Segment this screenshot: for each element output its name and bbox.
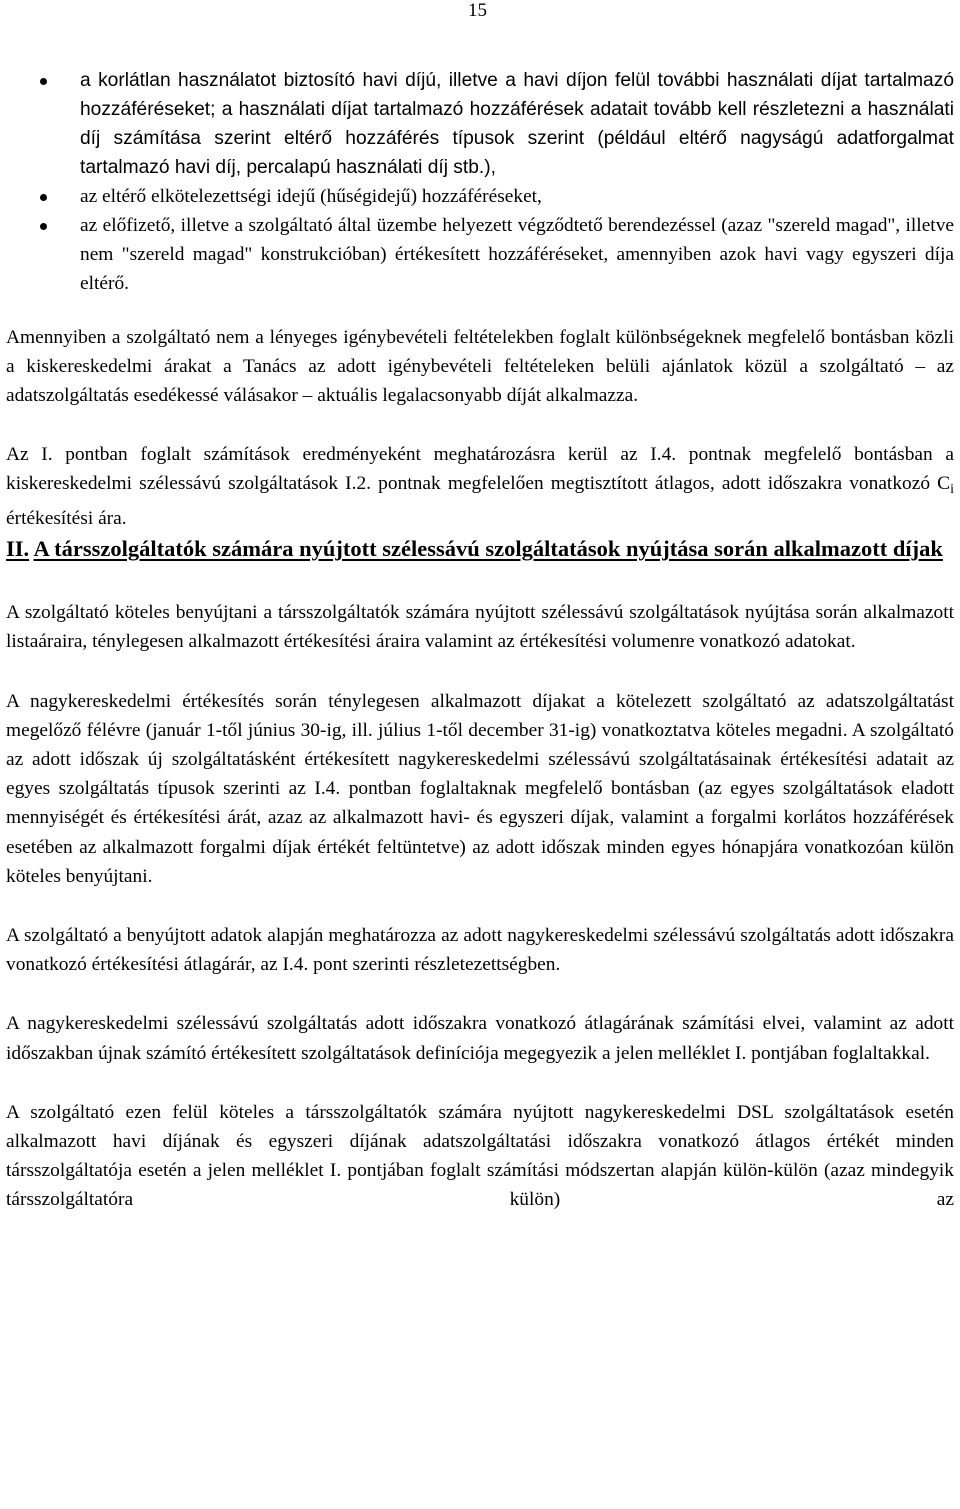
bullet-list <box>6 66 954 298</box>
paragraph-calculation-principles: A nagykereskedelmi szélessávú szolgáltatás adott időszakra vonatkozó átlagárának számítási elvei, valamint az adott időszakban újnak számító értékesített szolgáltatások definíciója megegyezik a jelen melléklet I. pontjában foglaltakkal. <box>6 1013 954 1064</box>
list-item <box>6 182 954 211</box>
document-body <box>6 66 954 1215</box>
list-item-text: az előfizető, illetve a szolgáltató által üzembe helyezett végződtető berendezéssel (azaz "szereld magad", illetve nem "szereld magad" konstrukcióban) értékesített hozzáféréseket, amennyiben azok havi vagy egyszeri díja eltérő. <box>80 215 954 294</box>
list-item-text: a korlátlan használatot biztosító havi díjú, illetve a havi díjon felül további használati díjat tartalmazó hozzáféréseket; a használati díjat tartalmazó hozzáférések adatait tovább kell részletezni a használati díj számítása szerint eltérő hozzáférés típusok szerint (például eltérő nagyságú adatforgalmat tartalmazó havi díj, percalapú használati díj stb.), <box>80 70 954 178</box>
paragraph-average-price: A szolgáltató a benyújtott adatok alapján meghatározza az adott nagykereskedelmi szélessávú szolgáltatás adott időszakra vonatkozó értékesítési átlagárár, az I.4. pont szerinti részletezettségben. <box>6 925 954 976</box>
paragraph-wholesale-sales: A nagykereskedelmi értékesítés során ténylegesen alkalmazott díjakat a kötelezett szolgáltató az adatszolgáltatást megelőző félévre (január 1-től június 30-ig, ill. július 1-től december 31-ig) vonatkoztatva köteles megadni. A szolgáltató az adott időszak új szolgáltatásként értékesített nagykereskedelmi szélessávú szolgáltatásainak értékesítési adatait az egyes szolgáltatás típusok szerinti az I.4. pontban foglaltaknak megfelelő bontásban (az egyes szolgáltatások eladott mennyiségét és értékesítési árát, azaz az alkalmazott havi- és egyszeri díjak, valamint a forgalmi korlátos hozzáférések esetében az alkalmazott forgalmi díjak értékét feltüntetve) az adott időszak minden egyes hónapjára vonatkozóan külön köteles benyújtani. <box>6 690 954 887</box>
paragraph-calculation-result <box>6 440 954 534</box>
subscript-index: i <box>950 481 954 497</box>
list-item-text: az eltérő elkötelezettségi idejű (hűségidejű) hozzáféréseket, <box>80 186 542 207</box>
paragraph-dsl-obligation: A szolgáltató ezen felül köteles a társszolgáltatók számára nyújtott nagykereskedelmi DSL szolgáltatások esetén alkalmazott havi díjának és egyszeri díjának adatszolgáltatási időszakra vonatkozó átlagos értékét minden társszolgáltatója esetén a jelen melléklet I. pontjában foglalt számítási módszertan alapján külön-külön (azaz mindegyik társszolgáltatóra külön) az <box>6 1101 954 1211</box>
section-title: A társszolgáltatók számára nyújtott szélessávú szolgáltatások nyújtása során alkalmazott díjak <box>33 536 943 562</box>
bullet-icon <box>40 78 47 85</box>
list-item <box>6 66 954 182</box>
bullet-icon <box>40 223 47 230</box>
section-numeral: II. <box>6 536 30 562</box>
section-heading <box>6 533 954 564</box>
paragraph-text: értékesítési ára. <box>6 508 127 530</box>
list-item <box>6 211 954 298</box>
page-number: 15 <box>468 0 487 21</box>
bullet-icon <box>40 194 47 201</box>
paragraph-text: Az I. pontban foglalt számítások eredményeként meghatározásra kerül az I.4. pontnak megfelelő bontásban a kiskereskedelmi szélessávú szolgáltatások I.2. pontnak megfelelően megtisztított átlagos, adott időszakra vonatkozó C <box>6 443 954 494</box>
paragraph-submission-obligation: A szolgáltató köteles benyújtani a társszolgáltatók számára nyújtott szélessávú szolgáltatások nyújtása során alkalmazott listaáraira, ténylegesen alkalmazott értékesítési áraira valamint az értékesítési volumenre vonatkozó adatokat. <box>6 602 954 653</box>
paragraph-default-price: Amennyiben a szolgáltató nem a lényeges igénybevételi feltételekben foglalt különbségeknek megfelelő bontásban közli a kiskereskedelmi árakat a Tanács az adott igénybevételi feltételeken belüli ajánlatok közül a szolgáltató – az adatszolgáltatás esedékessé válásakor – aktuális legalacsonyabb díját alkalmazza. <box>6 327 954 407</box>
